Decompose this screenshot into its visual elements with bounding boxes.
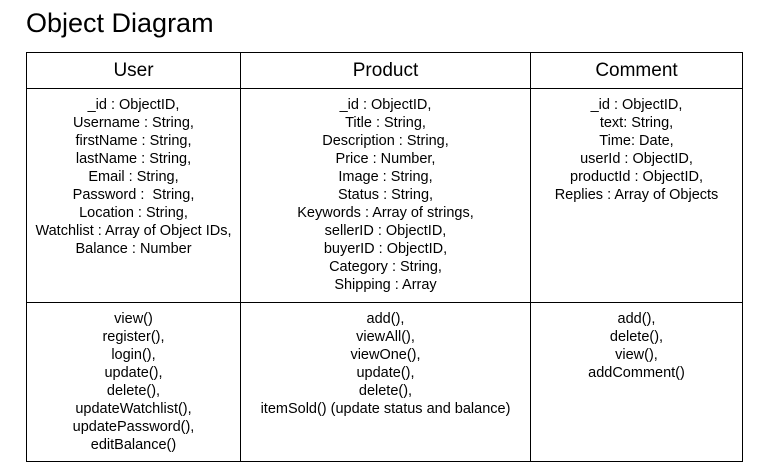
attribute-line: _id : ObjectID, bbox=[339, 97, 432, 113]
attribute-line: Location : String, bbox=[79, 205, 188, 221]
attribute-line: Category : String, bbox=[329, 259, 442, 275]
user-attributes bbox=[27, 89, 241, 303]
attribute-line: Email : String, bbox=[88, 169, 179, 185]
attribute-line: Password : String, bbox=[72, 187, 195, 203]
attribute-line: productId : ObjectID, bbox=[570, 169, 703, 185]
method-line: updateWatchlist(), bbox=[75, 401, 192, 417]
attribute-line: Time: Date, bbox=[599, 133, 674, 149]
method-line: add(), bbox=[617, 311, 656, 327]
attribute-line: Watchlist : Array of Object IDs, bbox=[35, 223, 232, 239]
comment-attributes bbox=[531, 89, 743, 303]
method-line: update(), bbox=[104, 365, 163, 381]
method-line: view() bbox=[114, 311, 153, 327]
attribute-line: Keywords : Array of strings, bbox=[297, 205, 474, 221]
method-line: editBalance() bbox=[90, 437, 177, 453]
attribute-line: buyerID : ObjectID, bbox=[323, 241, 448, 257]
attribute-line: lastName : String, bbox=[75, 151, 192, 167]
attribute-line: text: String, bbox=[599, 115, 674, 131]
method-line: delete(), bbox=[358, 383, 413, 399]
attribute-line: Title : String, bbox=[345, 115, 426, 131]
attribute-line: sellerID : ObjectID, bbox=[324, 223, 447, 239]
product-attributes bbox=[241, 89, 531, 303]
attribute-line: userId : ObjectID, bbox=[580, 151, 693, 167]
method-line: viewAll(), bbox=[356, 329, 415, 345]
attribute-line: Username : String, bbox=[73, 115, 194, 131]
method-line: login(), bbox=[111, 347, 156, 363]
method-line: view(), bbox=[615, 347, 658, 363]
attribute-line: _id : ObjectID, bbox=[590, 97, 683, 113]
class-name-comment: Comment bbox=[531, 53, 743, 89]
method-line: add(), bbox=[366, 311, 405, 327]
product-methods bbox=[241, 303, 531, 462]
attribute-line: Balance : Number bbox=[75, 241, 192, 257]
method-line: delete(), bbox=[609, 329, 664, 345]
method-line: updatePassword(), bbox=[72, 419, 195, 435]
method-line: itemSold() (update status and balance) bbox=[260, 401, 511, 417]
comment-methods bbox=[531, 303, 743, 462]
class-name-user: User bbox=[27, 53, 241, 89]
attribute-line: Replies : Array of Objects bbox=[554, 187, 719, 203]
attribute-line: Price : Number, bbox=[335, 151, 436, 167]
method-line: register(), bbox=[102, 329, 165, 345]
attribute-line: Description : String, bbox=[322, 133, 449, 149]
method-line: addComment() bbox=[588, 365, 685, 381]
attribute-line: Image : String, bbox=[338, 169, 433, 185]
attribute-line: Status : String, bbox=[337, 187, 434, 203]
class-name-product: Product bbox=[241, 53, 531, 89]
method-line: update(), bbox=[356, 365, 415, 381]
method-line: viewOne(), bbox=[350, 347, 421, 363]
attribute-line: Shipping : Array bbox=[334, 277, 437, 293]
attribute-line: firstName : String, bbox=[75, 133, 192, 149]
page-title: Object Diagram bbox=[26, 8, 214, 38]
method-line: delete(), bbox=[106, 383, 161, 399]
object-diagram-table bbox=[26, 52, 743, 462]
attribute-line: _id : ObjectID, bbox=[87, 97, 180, 113]
user-methods bbox=[27, 303, 241, 462]
